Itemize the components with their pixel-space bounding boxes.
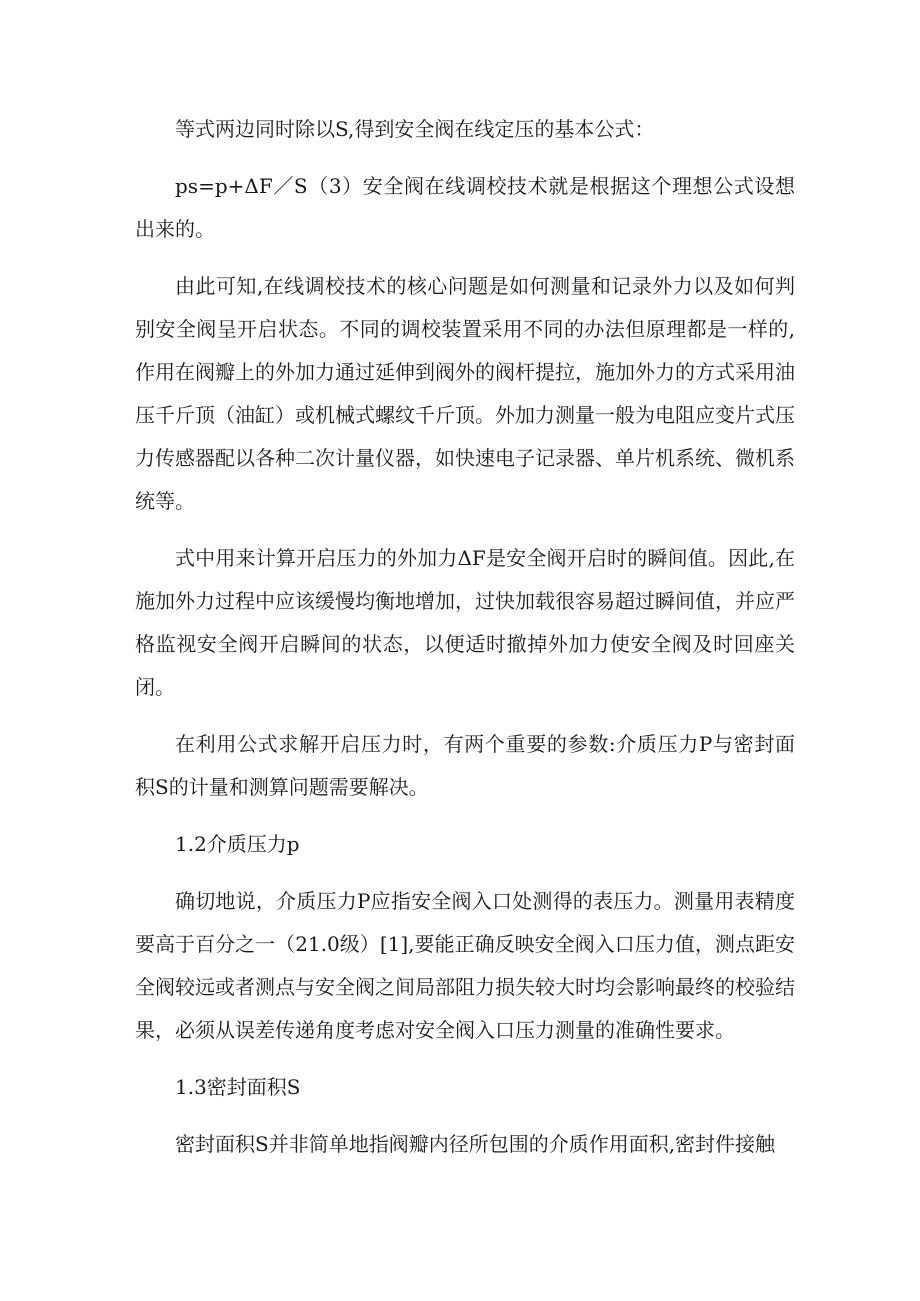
paragraph-sealing-area: 密封面积S并非简单地指阀瓣内径所包围的介质作用面积,密封件接触 [175, 1132, 776, 1156]
paragraph-parameters: 在利用公式求解开启压力时，有两个重要的参数:介质压力P与密封面积S的计量和测算问题需要解决。 [135, 732, 795, 799]
document-body [135, 108, 795, 1180]
paragraph-core-problem: 由此可知,在线调校技术的核心问题是如何测量和记录外力以及如何判别安全阀呈开启状态。不同的调校装置采用不同的办法但原理都是一样的,作用在阀瓣上的外加力通过延伸到阀外的阀杆提拉，施加外力的方式采用油压千斤顶（油缸）或机械式螺纹千斤顶。外加力测量一般为电阻应变片式压力传感器配以各种二次计量仪器，如快速电子记录器、单片机系统、微机系统等。 [135, 274, 795, 513]
paragraph-formula-intro: 等式两边同时除以S,得到安全阀在线定压的基本公式： [175, 117, 655, 141]
paragraph-external-force: 式中用来计算开启压力的外加力ΔF是安全阀开启时的瞬间值。因此,在施加外力过程中应该缓慢均衡地增加，过快加载很容易超过瞬间值，并应严格监视安全阀开启瞬间的状态，以便适时撤掉外加力使安全阀及时回座关闭。 [135, 546, 795, 699]
section-heading-sealing-area: 1.3密封面积S [175, 1075, 301, 1099]
paragraph-medium-pressure: 确切地说，介质压力P应指安全阀入口处测得的表压力。测量用表精度要高于百分之一（21.0级）[1],要能正确反映安全阀入口压力值，测点距安全阀较远或者测点与安全阀之间局部阻力损失较大时均会影响最终的校验结果，必须从误差传递角度考虑对安全阀入口压力测量的准确性要求。 [135, 889, 795, 1042]
section-heading-medium-pressure: 1.2介质压力p [175, 832, 300, 856]
paragraph-formula: ps=p+ΔF／S（3）安全阀在线调校技术就是根据这个理想公式设想出来的。 [135, 174, 795, 241]
